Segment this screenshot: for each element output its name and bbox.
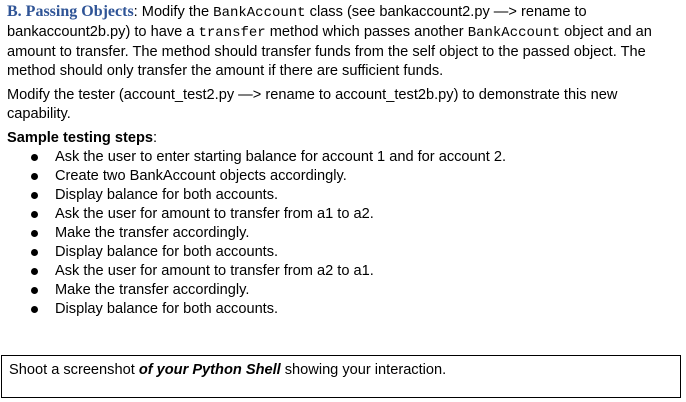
step-text: Ask the user for amount to transfer from a1 to a2.	[55, 206, 374, 222]
steps-title-colon: :	[152, 130, 158, 146]
steps-list	[7, 148, 683, 319]
step-text: Make the transfer accordingly.	[55, 282, 250, 298]
bullet-icon	[31, 287, 38, 294]
document-body	[7, 2, 683, 319]
steps-section	[7, 129, 683, 319]
step-text: Create two BankAccount objects accordingly.	[55, 168, 347, 184]
bullet-icon	[31, 192, 38, 199]
bullet-icon	[31, 230, 38, 237]
step-text: Display balance for both accounts.	[55, 244, 279, 260]
step-item	[31, 167, 683, 186]
footer-text-1: Shoot a screenshot	[9, 362, 139, 378]
step-item	[31, 243, 683, 262]
step-item	[31, 186, 683, 205]
bullet-icon	[31, 211, 38, 218]
screenshot-instruction-box	[1, 355, 681, 398]
step-text: Display balance for both accounts.	[55, 187, 279, 203]
step-item	[31, 300, 683, 319]
tester-paragraph: Modify the tester (account_test2.py —> rename to account_test2b.py) to demonstrate this new capability.	[7, 87, 618, 122]
bullet-icon	[31, 306, 38, 313]
intro-text-4: object and an amount to transfer. The method should transfer funds from the self object to the passed object. The method should only transfer the amount if there are sufficient funds.	[7, 24, 652, 79]
step-item	[31, 148, 683, 167]
step-text: Make the transfer accordingly.	[55, 225, 250, 241]
class-name-code: BankAccount	[213, 5, 306, 21]
step-item	[31, 205, 683, 224]
steps-title: Sample testing steps	[7, 130, 153, 146]
bullet-icon	[31, 268, 38, 275]
bullet-icon	[31, 173, 38, 180]
steps-title-line	[7, 129, 683, 148]
step-text: Ask the user to enter starting balance for account 1 and for account 2.	[55, 149, 507, 165]
step-item	[31, 262, 683, 281]
bullet-icon	[31, 154, 38, 161]
method-name-code: transfer	[198, 25, 266, 41]
intro-paragraph	[7, 2, 683, 81]
intro-text-1: : Modify the	[133, 4, 214, 20]
class-name-code-2: BankAccount	[467, 25, 561, 41]
intro-text-3: method which passes another	[265, 24, 468, 40]
footer-text-2: showing your interaction.	[280, 362, 447, 378]
intro-text-2: class (see bankaccount2.py —> rename to bankaccount2b.py) to have a	[7, 4, 587, 40]
bullet-icon	[31, 249, 38, 256]
step-text: Ask the user for amount to transfer from a2 to a1.	[55, 263, 374, 279]
section-heading: B. Passing Objects	[7, 3, 134, 20]
step-text: Display balance for both accounts.	[55, 301, 279, 317]
step-item	[31, 281, 683, 300]
footer-emphasis: of your Python Shell	[138, 362, 281, 378]
step-item	[31, 224, 683, 243]
